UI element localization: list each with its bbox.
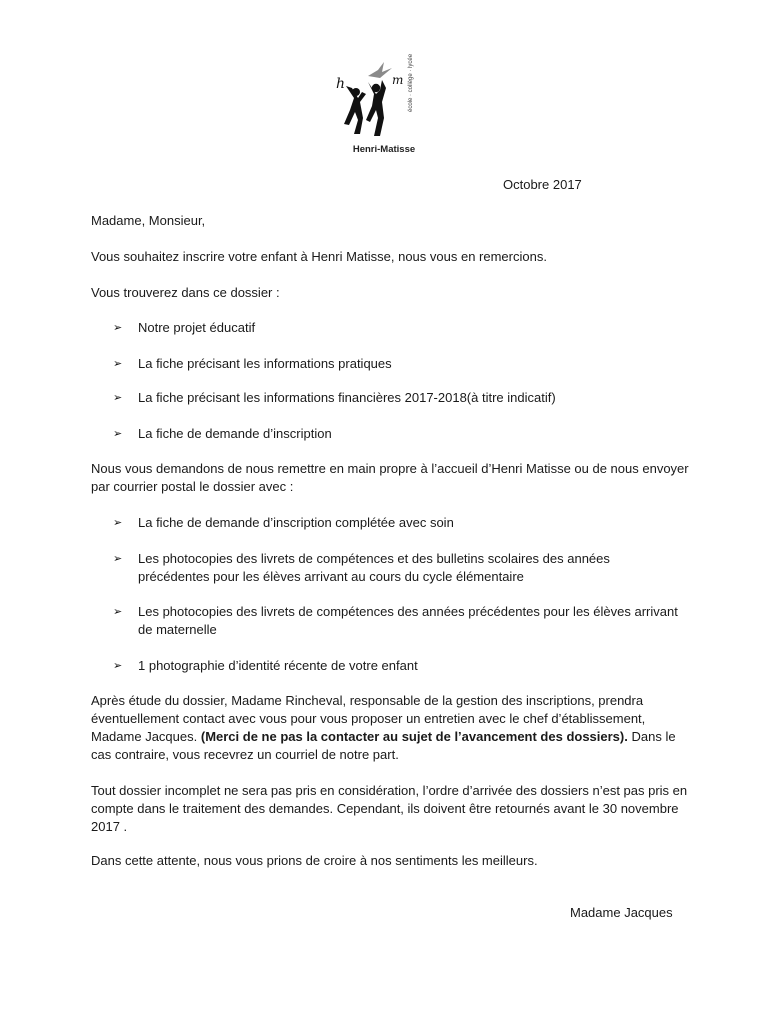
arrow-bullet-icon: ➢ bbox=[113, 322, 123, 334]
salutation: Madame, Monsieur, bbox=[91, 213, 206, 228]
return-request-paragraph: Nous vous demandons de nous remettre en main propre à l’accueil d’Henri Matisse ou de nous envoyer par courrier postal le dossier avec : bbox=[91, 461, 689, 494]
closing-paragraph: Dans cette attente, nous vous prions de croire à nos sentiments les meilleurs. bbox=[91, 853, 538, 868]
letter-date: Octobre 2017 bbox=[503, 177, 582, 192]
study-text-end: Dans le cas contraire, vous recevrez un courriel de notre part. bbox=[91, 729, 676, 762]
arrow-bullet-icon: ➢ bbox=[113, 358, 123, 370]
dossier-item-text: Notre projet éducatif bbox=[138, 320, 256, 335]
arrow-bullet-icon: ➢ bbox=[113, 553, 123, 565]
arrow-bullet-icon: ➢ bbox=[113, 606, 123, 618]
logo-tagline: école · collège · lycée bbox=[408, 53, 414, 112]
study-paragraph bbox=[91, 692, 691, 764]
return-item-text: Les photocopies des livrets de compétences et des bulletins scolaires des années précédentes pour les élèves arrivant au cours du cycle élémentaire bbox=[138, 551, 610, 584]
svg-text:m: m bbox=[392, 73, 404, 87]
return-item-text: Les photocopies des livrets de compétences des années précédentes pour les élèves arrivant de maternelle bbox=[138, 604, 678, 637]
arrow-bullet-icon: ➢ bbox=[113, 660, 123, 672]
dossier-intro: Vous trouverez dans ce dossier : bbox=[91, 285, 280, 300]
study-text: Après étude du dossier, Madame Rincheval, responsable de la gestion des inscriptions, prendra éventuellement contact avec vous pour vous proposer un entretien avec le chef d’établissement, Madame Jacques. bbox=[91, 693, 646, 744]
arrow-bullet-icon: ➢ bbox=[113, 517, 123, 529]
return-item-text: 1 photographie d’identité récente de votre enfant bbox=[138, 658, 418, 673]
school-logo bbox=[330, 58, 430, 158]
arrow-bullet-icon: ➢ bbox=[113, 392, 123, 404]
dossier-item-text: La fiche de demande d’inscription bbox=[138, 426, 332, 441]
incomplete-paragraph: Tout dossier incomplet ne sera pas pris en considération, l’ordre d’arrivée des dossiers n’est pas pris en compte dans le traitement des demandes. Cependant, ils doivent être retournés avant le 30 novembre 2017 . bbox=[91, 783, 688, 834]
logo-name: Henri-Matisse bbox=[352, 144, 416, 155]
arrow-bullet-icon: ➢ bbox=[113, 428, 123, 440]
dossier-item-text: La fiche précisant les informations pratiques bbox=[138, 356, 392, 371]
dossier-item-text: La fiche précisant les informations financières 2017-2018(à titre indicatif) bbox=[138, 390, 556, 405]
svg-text:h: h bbox=[336, 76, 346, 92]
return-item-text: La fiche de demande d’inscription complétée avec soin bbox=[138, 515, 454, 530]
study-bold-note: (Merci de ne pas la contacter au sujet de l’avancement des dossiers). bbox=[200, 729, 628, 744]
intro-paragraph: Vous souhaitez inscrire votre enfant à Henri Matisse, nous vous en remercions. bbox=[91, 249, 547, 264]
signature: Madame Jacques bbox=[570, 905, 673, 920]
